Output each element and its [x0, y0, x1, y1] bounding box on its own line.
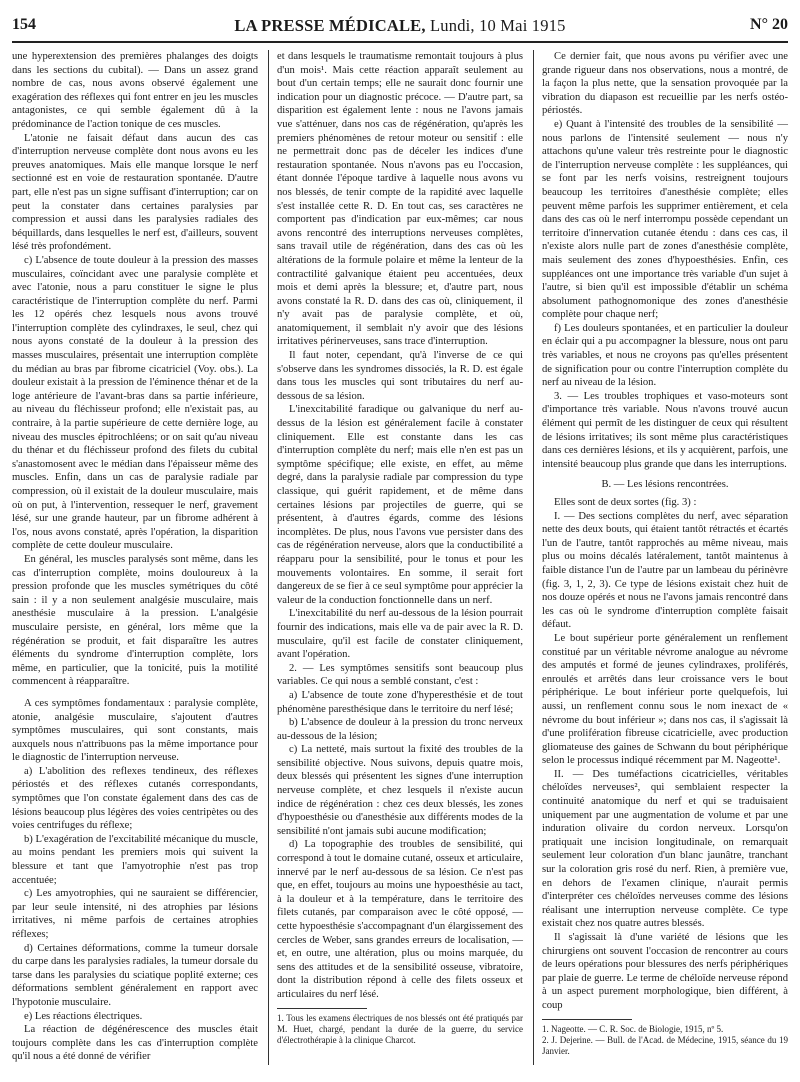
column-divider [268, 50, 269, 1065]
paragraph: a) L'abolition des reflexes tendineux, des réflexes périostés et des réflexes cutanés correspondants, symptômes que l'on constate également dans des cas de lésions beaucoup plus légères des voies centripètes ou des voies centrifuges du réflexe; [12, 765, 258, 832]
paragraph: c) Les amyotrophies, qui ne sauraient se différencier, par leur seule intensité, ni des atrophies par lésions irritatives, ni même parfois de certaines atrophies réflexes; [12, 888, 258, 940]
paragraph: Ce dernier fait, que nous avons pu vérifier avec une grande rigueur dans nos observations, nous a montré, de la façon la plus nette, que la sensation provoquée par la vibration du diapason est recueillie par les nerfs ostéo-périostés. [542, 51, 788, 117]
paragraph: L'atonie ne faisait défaut dans aucun des cas d'interruption nerveuse complète dont nous avons eu les preuves anatomiques. Mais elle manque lorsque le nerf sectionné est en voie de restauration spontanée. D'autre part, elle n'est pas un signe suffisant d'interruption; car on peut la constater dans certaines paralysies par compression et aussi dans les paralysies radiales des béquillards, dans lesquelles le nerf est, d'ailleurs, souvent lésé très profondément. [12, 132, 258, 253]
paragraph: En général, les muscles paralysés sont même, dans les cas d'interruption complète, moins douloureux à la pression profonde que les muscles symétriques du côté sain : il y a non seulement analgésie musculaire, mais anesthésie musculaire à la pression. L'analgésie musculaire persiste, en général, lors même que la régénération se produit, et fait disparaître les autres éléments du syndrome d'interruption complète, lors même, en particulier, que la tonicité, puis la motilité commencent à réapparaître. [12, 553, 258, 688]
column-1 [12, 50, 258, 1064]
header-rule [12, 41, 788, 43]
column-divider [533, 50, 534, 1065]
page-header [12, 16, 788, 34]
footnote-rule [542, 1019, 632, 1020]
page-number: 154 [12, 16, 36, 33]
paragraph: Il faut noter, cependant, qu'à l'inverse de ce qui s'observe dans les syndromes dissociés, la R. D. est égale dans tous les muscles qui sont tributaires du nerf au-dessous de sa lésion. [277, 350, 523, 402]
paragraph: Elles sont de deux sortes (fig. 3) : [554, 497, 697, 508]
paragraph: d) La topographie des troubles de sensibilité, qui correspond à tout le domaine cutané, osseux et articulaire, innervé par le nerf au-dessous de sa lésion. Ce n'est pas que, en effet, toujours au moins une hypoesthésie au tact, à la douleur et à la température, dans le territoire des filets cutanés, par comparaison avec le côté opposé, — cette hypoesthésie s'accompagnant d'un élargissement des cercles de Weber, sans grandes erreurs de localisation, — et, en outre, une altération, plus ou moins marquée, du sens des attitudes et de la sensibilité osseuse, vibratoire, dont la distribution répond à celle des filets osseux et articulaires du nerf lésé. [277, 839, 523, 1000]
paragraph: La réaction de dégénérescence des muscles était toujours complète dans les cas d'interruption complète qu'il nous a été donné de vérifier [12, 1024, 258, 1063]
issue-date: Lundi, 10 Mai 1915 [425, 16, 566, 35]
section-heading: B. — Les lésions rencontrées. [601, 479, 729, 491]
paragraph: e) Les réactions électriques. [24, 1010, 143, 1022]
paragraph: c) La netteté, mais surtout la fixité des troubles de la sensibilité objective. Nous suivons, depuis quatre mois, deux blessés qui présentent les signes d'une interruption nerveuse complète, et chez lesquels il n'existe aucun indice de régénération : chez ces deux blessés, les zones d'hypoesthésie ou d'anesthésie aux différents modes de la sensibilité n'ont jamais subi aucune modification; [277, 744, 523, 837]
paragraph: A ces symptômes fondamentaux : paralysie complète, atonie, analgésie musculaire, s'ajoutent d'autres symptômes musculaires, qui sont constants, mais auxquels nous n'attribuons pas la même importance pour le diagnostic de l'interruption nerveuse. [12, 697, 258, 764]
paragraph: L'inexcitabilité faradique ou galvanique du nerf au-dessus de la lésion est généralement facile à constater cliniquement. Elle est constante dans les cas d'interruption complète du nerf; mais elle n'en est pas un symptôme spécifique; elle existe, en effet, au même degré, dans la paralysie radiale par compression du type classique, qui guérit rapidement, et de même dans certaines lésions par projectiles de guerre, qui se présentent, à d'autres égards, comme des lésions incomplètes. De plus, nous l'avons vue persister dans des cas de régénération nerveuse, alors que la conductibilité a réapparu pour la sensibilité, pour le tonus et pour les mouvements volontaires. En somme, il serait fort dangereux de se fier à ce seul symptôme pour apprécier la valeur de la conduction fonctionnelle dans un nerf. [277, 404, 523, 606]
paragraph: a) L'absence de toute zone d'hyperesthésie et de tout phénomène paresthésique dans le territoire du nerf lésé; [277, 689, 523, 715]
paragraph: d) Certaines déformations, comme la tumeur dorsale du carpe dans les paralysies radiales, la tumeur dorsale du tarse dans les paralysies du sciatique poplité externe; ces déformations semblent généralement en rapport avec l'hypotonie musculaire. [12, 942, 258, 1008]
footnote: 2. J. Dejerine. — Bull. de l'Acad. de Médecine, 1915, séance du 19 Janvier. [542, 1034, 788, 1056]
issue-number: N° 20 [750, 16, 788, 33]
column-2 [277, 50, 523, 1046]
paragraph: e) Quant à l'intensité des troubles de la sensibilité — nous parlons de l'intensité seulement — nous n'y attachons qu'une valeur très restreinte pour le diagnostic de l'interruption nerveuse complète : les suppléances, qui se font par les nerfs voisins, restreignent toujours beaucoup les territoires d'anesthésie complète; elles peuvent même parfois les supprimer entièrement, et cela dans des cas où le nerf interrompu possède cependant un territoire d'innervation cutanée étendu : dans ces cas, il n'existe alors nulle part de zones d'anesthésie complète, mais seulement des zones d'hypoesthésies. Enfin, ces suppléances ont une importance très variable d'un sujet à l'autre, si bien qu'il est impossible d'établir un schéma absolument pathognomonique des zones d'anesthésie complète pour chaque nerf; [542, 118, 788, 321]
paragraph: Il s'agissait là d'une variété de lésions que les chirurgiens ont souvent l'occasion de rencontrer au cours de leurs opérations pour blessures des nerfs périphériques par plaie de guerre. Le terme de chéloïde nerveuse répond à un aspect purement morphologique, bien différent, à coup [542, 932, 788, 1011]
journal-title [12, 16, 788, 36]
paragraph: 3. — Les troubles trophiques et vaso-moteurs sont d'importance très variable. Nous n'avons trouvé aucun élément qui permît de les distinguer de ceux qui résultent de lésions irritatives; ils sont même plus caractéristiques dans ces dernières lésions, et ils y acquièrent, parfois, une intensité beaucoup plus grande que dans les interruptions. [542, 390, 788, 470]
paragraph: Le bout supérieur porte généralement un renflement constitué par un véritable névrome analogue au névrome des amputés et formé de jeunes cylindraxes, proliférés, enroulés et arrêtés dans leur croissance vers le bout périphérique. Le bout inférieur porte quelquefois, lui aussi, un renflement connu sous le nom inexact de « névrome du bout inférieur »; dans nos cas, il s'agissait là d'une prolifération fibreuse cicatricielle, avec production gliomateuse des gaines de Schwann du bout périphérique selon le processus indiqué récemment par M. Nageotte¹. [542, 632, 788, 767]
footnote: 1. Nageotte. — C. R. Soc. de Biologie, 1915, nº 5. [542, 1023, 724, 1034]
paragraph: I. — Des sections complètes du nerf, avec séparation nette des deux bouts, qui étaient tantôt rétractés et écartés l'un de l'autre, tantôt rapprochés au même niveau, mais plus ou moins décalés latéralement, tantôt maintenus à faible distance l'un de l'autre par un lambeau du périnèvre (fig. 3, 1, 2, 3). Ce type de lésions existait chez huit de nos douze opérés et nous ne l'avons jamais rencontré dans les cas où le syndrome d'interruption complète faisait défaut. [542, 510, 788, 631]
journal-name: LA PRESSE MÉDICALE, [234, 16, 426, 35]
paragraph: et dans lesquels le traumatisme remontait toujours à plus d'un mois¹. Mais cette réaction apparaît seulement au bout d'un certain temps; elle ne saurait donc fournir une indication pour un diagnostic précoce. — D'autre part, sa disparition est également lente : nous ne l'avons jamais vue s'atténuer, dans nos cas de régénération, qu'après les premiers phénomènes de retour moteur ou sensitif : elle ne permettrait donc pas de déceler les indices d'une restauration spontanée. Nous n'avons pas eu l'occasion, étant donnée l'époque tardive à laquelle nous avons vu nos blessés, de tenir compte de la rapidité avec laquelle s'est installée cette R. D. En tout cas, ses caractères ne comportent pas d'indication par eux-mêmes; car nous avons rencontré des interruptions nerveuses complètes, sans travail utile de régénération, dans des cas où les altérations de la formule polaire et même la lenteur de la contractilité galvanique étaient peu accentuées, deux mois et demi après la blessure; et, d'autre part, nous avons constaté la R. D. dans des cas où, cliniquement, il n'y avait pas de paralysie complète, et où, anatomiquement, il semblait n'y avoir que des lésions irritatives périnerveuses, sans trace d'interruption. [277, 51, 523, 348]
paragraph: une hyperextension des premières phalanges des doigts dans les sections du cubital). — Dans un assez grand nombre de cas, nous avons observé également une exagération des réflexes qui font entrer en jeu les muscles antagonistes, ce qui semble également dû à la prédominance de l'action tonique de ces muscles. [12, 51, 258, 130]
paragraph: L'inexcitabilité du nerf au-dessous de la lésion pourrait fournir des indications, mais elle va de pair avec la R. D. musculaire, qu'il est facile de constater cliniquement, avant l'opération. [277, 608, 523, 661]
footnote: 1. Tous les examens électriques de nos blessés ont été pratiqués par M. Huet, chargé, pendant la durée de la guerre, du service d'électrothérapie à la clinique Charcot. [277, 1012, 523, 1045]
column-3 [542, 50, 788, 1057]
paragraph: 2. — Les symptômes sensitifs sont beaucoup plus variables. Ce qui nous a semblé constant, c'est : [277, 662, 523, 688]
paragraph: c) L'absence de toute douleur à la pression des masses musculaires, coïncidant avec une paralysie complète et avec l'atonie, nous a paru constituer le signe le plus caractéristique de l'interruption complète du nerf. Parmi les 12 opérés chez lesquels nous avons trouvé l'interruption complète des cylindraxes, le seul, chez qui nous ayons constaté de la douleur à la pression des masses musculaires, présentait une interruption complète du médian au bras par fibrome cicatriciel (Voy. obs.). La douleur existait à la pression de l'éminence thénar et de la loge antérieure de l'avant-bras dans sa partie inférieure, au niveau du fléchisseur profond; elle n'existait pas, au contraire, à la partie supérieure de cette dernière loge, au niveau des muscles épitrochléens; or on sait qu'au niveau du thénar et du fléchisseur profond des filets du cubital s'anastomosent avec le médian dans l'épaisseur même des muscles. Enfin, dans un cas de paralysie radiale par compression, où il existait de la douleur musculaire, mais où on put, à l'intervention, ressequer le nerf, gravement lésé, sur une grande hauteur, par un fibrome adhérent à l'os, nous avons constaté, après l'opération, la disparition complète de cette douleur musculaire. [12, 254, 258, 552]
paragraph: II. — Des tuméfactions cicatricielles, véritables chéloïdes nerveuses², qui semblaient respecter la continuité anatomique du nerf et qui se traduisaient uniquement par une augmentation de volume et par une induration olivaire du cordon nerveux. Lorsqu'on pratiquait une incision longitudinale, on remarquait seulement leur coloration d'un blanc jaunâtre, tranchant sur la coloration gris rosé du nerf. Rien, à première vue, en dehors de l'examen clinique, n'aurait permis d'interpréter ces chéloïdes nerveuses comme des lésions réalisant une interruption nerveuse complète. Ce type existait chez nos quatre autres blessés. [542, 768, 788, 930]
paragraph: b) L'absence de douleur à la pression du tronc nerveux au-dessous de la lésion; [277, 717, 523, 742]
paragraph: f) Les douleurs spontanées, et en particulier la douleur en éclair qui a pu accompagner la blessure, nous ont paru très variables, et nous ne croyons pas qu'elles présentent de signification pour ou contre l'interruption complète du nerf au niveau de la lésion. [542, 322, 788, 389]
paragraph: b) L'exagération de l'excitabilité mécanique du muscle, au moins pendant les premiers mois qui suivent la blessure et tant que l'amyotrophie n'est pas trop accentuée; [12, 833, 258, 886]
footnote-rule [277, 1008, 367, 1009]
